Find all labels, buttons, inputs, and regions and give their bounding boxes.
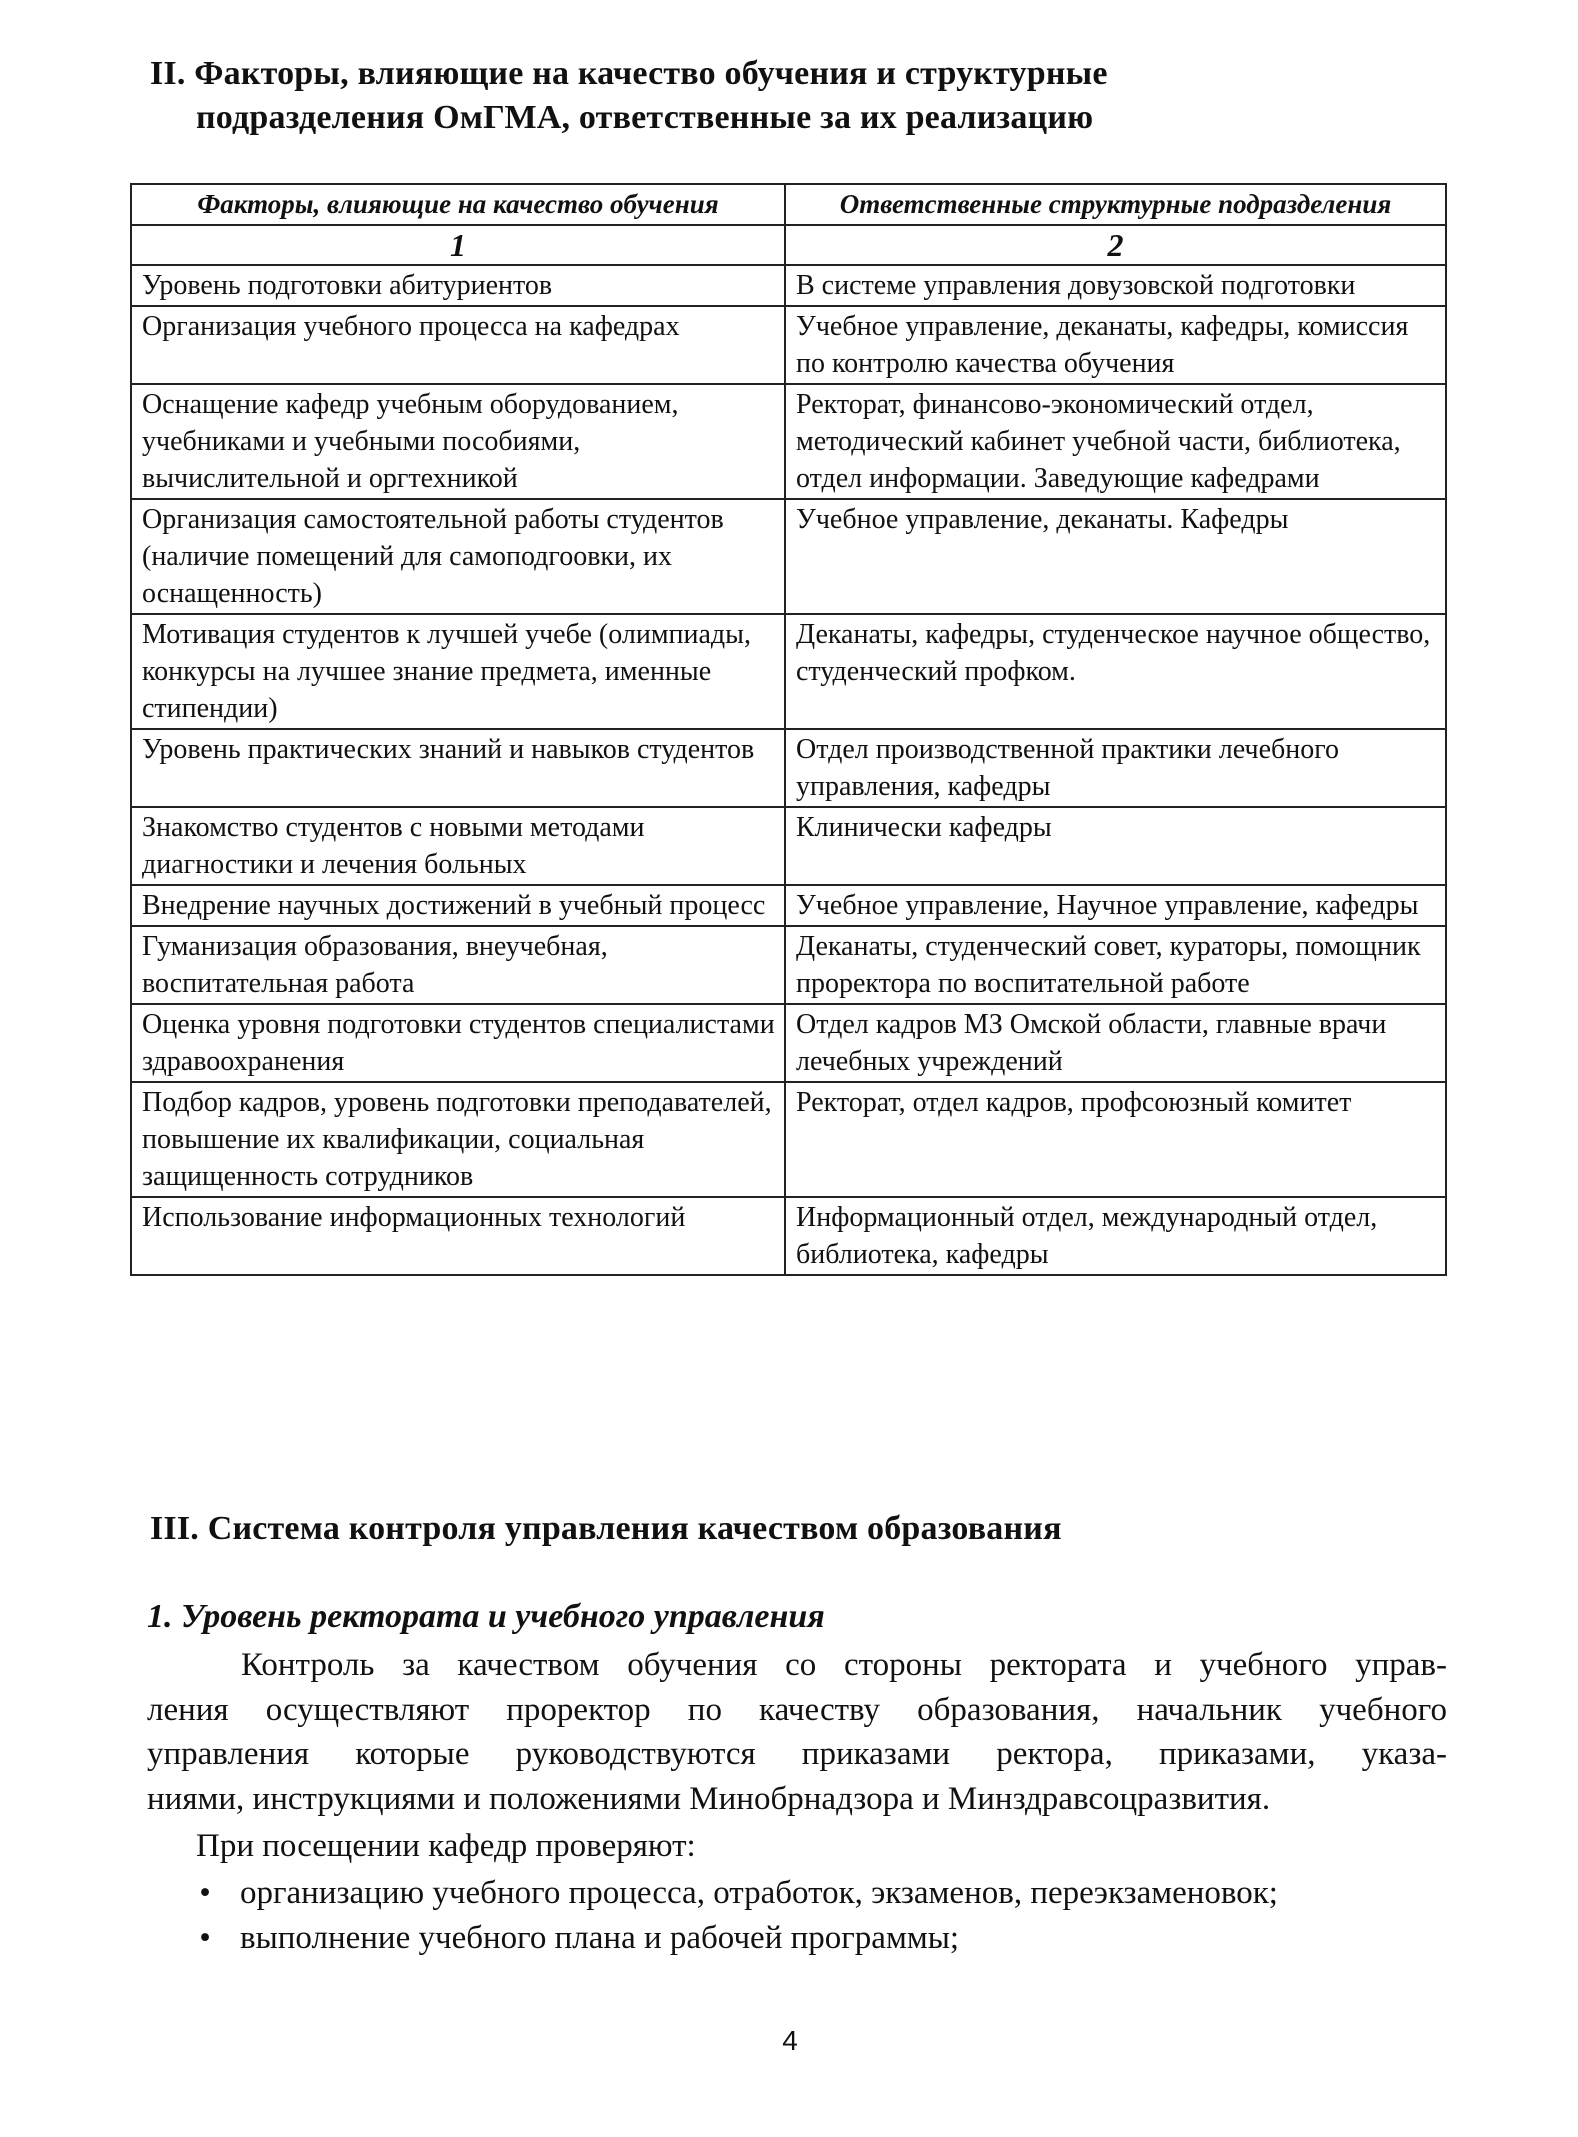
table-row <box>131 1082 1446 1197</box>
checks-list <box>190 1871 1450 1961</box>
table-row <box>131 885 1446 926</box>
list-item-text: организацию учебного процесса, отработок, экзаменов, переэкзаменовок; <box>240 1875 1278 1911</box>
table-row <box>131 1004 1446 1082</box>
table-row <box>131 926 1446 1004</box>
header-responsible: Ответственные структурные подразделения <box>785 184 1446 225</box>
factor-cell: Оценка уровня подготовки студентов специалистами здравоохранения <box>131 1004 785 1082</box>
factor-cell: Гуманизация образования, внеучебная, воспитательная работа <box>131 926 785 1004</box>
factor-cell: Подбор кадров, уровень подготовки преподавателей, повышение их квалификации, социальная защищенность сотрудников <box>131 1082 785 1197</box>
section-3-title: III. Система контроля управления качеством образования <box>150 1510 1062 1547</box>
responsible-cell: Деканаты, студенческий совет, кураторы, помощник проректора по воспитательной работе <box>785 926 1446 1004</box>
factor-cell: Уровень практических знаний и навыков студентов <box>131 729 785 807</box>
checks-intro: При посещении кафедр проверяют: <box>196 1828 696 1864</box>
responsible-cell: Клинически кафедры <box>785 807 1446 885</box>
page-number: 4 <box>782 2025 798 2056</box>
factor-cell: Использование информационных технологий <box>131 1197 785 1275</box>
section-2-title-line-1: II. Факторы, влияющие на качество обучения и структурные <box>150 55 1108 92</box>
table-row <box>131 384 1446 499</box>
column-number-2: 2 <box>785 225 1446 265</box>
paragraph-line: Контроль за качеством обучения со стороны ректората и учебного управ- <box>241 1647 1447 1683</box>
table-row <box>131 729 1446 807</box>
responsible-cell: Ректорат, финансово-экономический отдел, методический кабинет учебной части, библиотека, отдел информации. Заведующие кафедрами <box>785 384 1446 499</box>
paragraph-line: управления которые руководствуются приказами ректора, приказами, указа- <box>147 1736 1447 1772</box>
table-row <box>131 1197 1446 1275</box>
column-number-1: 1 <box>131 225 785 265</box>
bullet-icon: • <box>199 1920 211 1956</box>
responsible-cell: Отдел производственной практики лечебного управления, кафедры <box>785 729 1446 807</box>
section-2-title <box>150 52 1450 140</box>
responsible-cell: В системе управления довузовской подготовки <box>785 265 1446 306</box>
table-number-row <box>131 225 1446 265</box>
responsible-cell: Учебное управление, деканаты. Кафедры <box>785 499 1446 614</box>
paragraph-line: ниями, инструкциями и положениями Минобрнадзора и Минздравсоцразвития. <box>147 1780 1271 1817</box>
list-item <box>190 1916 1450 1961</box>
table-row <box>131 499 1446 614</box>
responsible-cell: Отдел кадров МЗ Омской области, главные врачи лечебных учреждений <box>785 1004 1446 1082</box>
responsible-cell: Информационный отдел, международный отдел, библиотека, кафедры <box>785 1197 1446 1275</box>
factor-cell: Знакомство студентов с новыми методами диагностики и лечения больных <box>131 807 785 885</box>
factor-cell: Оснащение кафедр учебным оборудованием, учебниками и учебными пособиями, вычислительной и оргтехникой <box>131 384 785 499</box>
table-row <box>131 807 1446 885</box>
factor-cell: Организация учебного процесса на кафедрах <box>131 306 785 384</box>
responsible-cell: Учебное управление, деканаты, кафедры, комиссия по контролю качества обучения <box>785 306 1446 384</box>
table-header-row <box>131 184 1446 225</box>
table-row <box>131 306 1446 384</box>
responsible-cell: Деканаты, кафедры, студенческое научное общество, студенческий профком. <box>785 614 1446 729</box>
subsection-title: 1. Уровень ректората и учебного управления <box>147 1598 825 1635</box>
list-item-text: выполнение учебного плана и рабочей программы; <box>240 1920 960 1956</box>
bullet-icon: • <box>199 1875 211 1911</box>
table-row <box>131 265 1446 306</box>
factor-cell: Внедрение научных достижений в учебный процесс <box>131 885 785 926</box>
factor-cell: Мотивация студентов к лучшей учебе (олимпиады, конкурсы на лучшее знание предмета, именные стипендии) <box>131 614 785 729</box>
section-2-title-line-2: подразделения ОмГМА, ответственные за их реализацию <box>196 99 1094 136</box>
factor-cell: Организация самостоятельной работы студентов (наличие помещений для самоподгоовки, их оснащенность) <box>131 499 785 614</box>
factor-cell: Уровень подготовки абитуриентов <box>131 265 785 306</box>
table-row <box>131 614 1446 729</box>
list-item <box>190 1871 1450 1916</box>
header-factors: Факторы, влияющие на качество обучения <box>131 184 785 225</box>
responsible-cell: Учебное управление, Научное управление, кафедры <box>785 885 1446 926</box>
paragraph-line: ления осуществляют проректор по качеству образования, начальник учебного <box>147 1691 1447 1728</box>
responsible-cell: Ректорат, отдел кадров, профсоюзный комитет <box>785 1082 1446 1197</box>
factors-table <box>130 183 1447 1276</box>
control-paragraph <box>147 1643 1447 1821</box>
